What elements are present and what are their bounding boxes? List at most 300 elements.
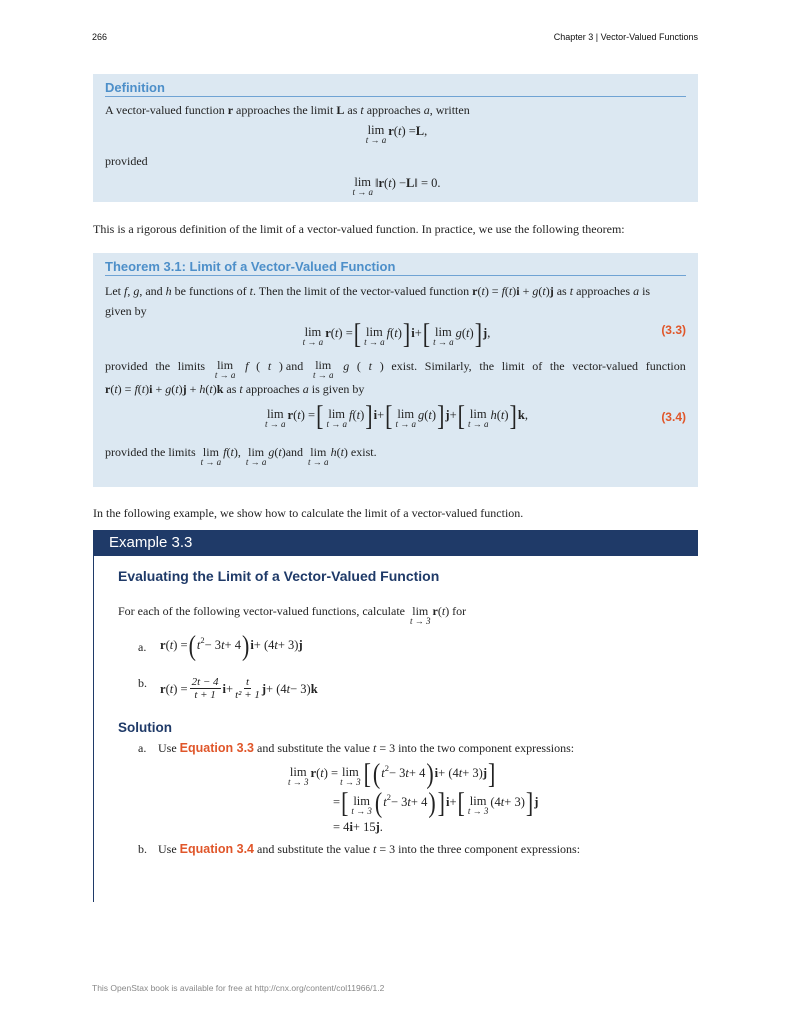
math-bracket: [ (422, 317, 431, 350)
math-text: + 4 (408, 766, 426, 780)
lim-operator: lim (342, 765, 359, 779)
math-text: as (553, 284, 570, 298)
math-vector: j (445, 408, 450, 422)
math-variable: g (133, 284, 140, 298)
math-text: ) = (173, 638, 188, 652)
lim-operator: lim (217, 358, 234, 372)
math-variable: t (196, 638, 201, 652)
math-vector: r (160, 682, 166, 696)
math-text: , and (139, 284, 166, 298)
math-variable: t (466, 326, 470, 340)
math-text: + (414, 326, 422, 340)
math-text: For each of the following vector-valued functions, calculate (118, 604, 408, 618)
math-variable: t (407, 795, 411, 809)
math-variable: g (532, 284, 539, 298)
math-text: + 3) (504, 795, 525, 809)
math-variable: f (348, 408, 353, 422)
equation-label: (3.3) (661, 323, 686, 337)
math-variable: f (134, 382, 138, 396)
math-variable: t (368, 359, 372, 373)
transition-paragraph: In the following example, we show how to calculate the limit of a vector-valued function. (93, 506, 524, 520)
math-variable: g (268, 445, 275, 459)
math-text: + (226, 682, 234, 696)
math-vector: k (310, 682, 318, 696)
math-bracket: ( (372, 757, 381, 790)
theorem-text (105, 445, 377, 467)
math-fraction (235, 676, 260, 701)
lim-subscript: t → 3 (288, 777, 309, 787)
math-text: ), (233, 445, 244, 459)
math-variable: t (141, 382, 146, 396)
math-vector: i (434, 766, 439, 780)
solution-a-text (158, 741, 574, 755)
item-marker: b. (138, 676, 147, 690)
math-text: ( (477, 284, 482, 298)
equation-3-4-link[interactable]: Equation 3.4 (179, 842, 254, 856)
lim-operator: lim (435, 325, 452, 339)
math-bracket: [ (363, 757, 371, 790)
lim-subscript: t → a (352, 187, 373, 197)
math-text: ) − (391, 176, 407, 190)
math-text: , (127, 284, 134, 298)
theorem-text (105, 284, 650, 298)
math-text: ( (356, 359, 361, 373)
math-variable: t (297, 408, 301, 422)
math-text: − 3 (388, 766, 406, 780)
example-label: Example 3.3 (109, 534, 193, 551)
math-text: is (639, 284, 651, 298)
math-variable: f (386, 326, 391, 340)
math-vector: r (160, 638, 166, 652)
math-variable: t (274, 638, 278, 652)
math-variable: t (175, 382, 179, 396)
math-text: vector-valued (572, 359, 639, 373)
math-text: ( (274, 445, 279, 459)
math-text: − 3 (390, 795, 408, 809)
math-text: ) (379, 359, 384, 373)
math-text: ( (504, 284, 509, 298)
divider (105, 96, 686, 97)
math-variable: t (360, 103, 364, 117)
math-limit (313, 359, 334, 380)
math-variable: g (165, 382, 172, 396)
math-text: ( (384, 176, 389, 190)
math-limit (433, 326, 454, 347)
math-variable: t (320, 766, 324, 780)
math-variable: t (209, 382, 213, 396)
math-bracket: ) (426, 757, 434, 790)
solution-text (254, 741, 574, 755)
math-vector: r (310, 766, 317, 780)
math-text: ) = (401, 124, 416, 138)
math-limit (351, 795, 372, 816)
lim-operator: lim (367, 123, 385, 137)
math-text: ( (461, 326, 467, 340)
math-vector: j (482, 766, 487, 780)
math-text: , (424, 124, 428, 138)
math-text: + 3) (277, 638, 299, 652)
math-text: + 15 (352, 820, 376, 834)
definition-box (93, 74, 698, 202)
math-text: + 4 (224, 638, 241, 652)
math-text: ) = (173, 682, 188, 696)
math-text: ) (504, 408, 509, 422)
math-text: ) = (484, 284, 502, 298)
item-a-equation (160, 629, 303, 662)
math-vector: L (415, 124, 425, 138)
math-vector: r (105, 382, 111, 396)
lim-subscript: t → 3 (467, 806, 489, 816)
math-variable: t (169, 638, 174, 652)
math-text: provided the limits (105, 445, 199, 459)
lim-operator: lim (315, 358, 332, 372)
solution-b-text (158, 842, 580, 856)
math-limit (308, 446, 329, 467)
math-bracket: ( (374, 786, 383, 819)
math-text: ) for (445, 604, 467, 618)
math-variable: t (169, 682, 174, 696)
math-vector: j (534, 795, 539, 809)
math-bracket: [ (353, 317, 362, 350)
math-variable: a (302, 382, 309, 396)
math-bracket: [ (341, 786, 349, 819)
math-bracket: ( (188, 629, 196, 662)
math-text: (4 (490, 795, 501, 809)
math-variable: t (334, 326, 339, 340)
math-text: ( (165, 682, 170, 696)
math-variable: t (381, 766, 385, 780)
math-variable: g (417, 408, 425, 422)
derivation-line (333, 820, 383, 835)
math-vector: i (516, 284, 520, 298)
math-text: as (344, 103, 361, 117)
math-limit (410, 605, 431, 626)
math-text: Similarly, (424, 359, 472, 373)
math-bracket: [ (316, 399, 324, 432)
math-variable: t (221, 638, 225, 652)
math-fraction (190, 676, 221, 701)
math-variable: f (501, 284, 505, 298)
math-text: ( (330, 326, 335, 340)
math-limit (364, 326, 385, 347)
math-vector: L (406, 176, 415, 190)
math-text: )and (281, 445, 307, 459)
lim-operator: lim (366, 325, 383, 339)
math-text: + (152, 382, 166, 396)
math-vector: j (182, 382, 187, 396)
math-variable: t (249, 284, 253, 298)
math-variable: t (458, 766, 463, 780)
lim-subscript: t → a (312, 370, 334, 380)
math-variable: t (239, 382, 243, 396)
derivation-line (286, 757, 496, 790)
math-text: ) = (338, 326, 353, 340)
math-text: + (4 (438, 766, 459, 780)
math-text: approaches (573, 284, 634, 298)
math-bracket: ] (525, 786, 534, 819)
math-variable: t (397, 124, 402, 138)
math-text: of (532, 359, 543, 373)
lim-operator: lim (412, 604, 429, 618)
definition-title: Definition (105, 80, 165, 95)
math-vector: L (336, 103, 345, 117)
math-bracket: ] (474, 317, 483, 350)
equation-label: (3.4) (661, 410, 686, 424)
equation-3-4 (93, 399, 698, 432)
item-marker: a. (138, 741, 147, 755)
math-text: approaches the limit (233, 103, 337, 117)
math-variable: t (230, 445, 234, 459)
math-text: ) (397, 326, 402, 340)
math-limit (340, 766, 361, 787)
math-limit (468, 408, 489, 429)
math-variable: t (481, 284, 485, 298)
math-text: ) (178, 382, 183, 396)
math-variable: f (245, 359, 249, 373)
lim-subscript: t → a (395, 419, 416, 429)
math-text: the (549, 359, 565, 373)
math-bracket: ] (402, 317, 411, 350)
math-text: ( (496, 408, 501, 422)
math-text: ) (431, 408, 437, 422)
math-text: ( (437, 604, 442, 618)
math-text: ( (316, 766, 321, 780)
lim-subscript: t → a (326, 419, 347, 429)
math-text: function (645, 359, 686, 373)
math-text: Let (105, 284, 124, 298)
chapter-header: Chapter 3 | Vector-Valued Functions (553, 32, 698, 42)
math-text: A vector-valued function (105, 103, 228, 117)
theorem-text: given by (105, 304, 147, 318)
math-text: ( (110, 382, 115, 396)
math-text: exist. (391, 359, 418, 373)
example-border (93, 556, 94, 902)
math-text: ( (165, 638, 170, 652)
lim-operator: lim (304, 325, 322, 339)
math-limit (303, 326, 324, 347)
math-text: + 3) (462, 766, 483, 780)
solution-text: Use (158, 741, 180, 755)
lim-operator: lim (248, 445, 265, 459)
math-text: + (377, 408, 385, 422)
lim-subscript: t → 3 (340, 777, 361, 787)
math-bracket: ) (428, 786, 436, 819)
item-b-equation (160, 676, 318, 707)
math-text: = 4 (333, 820, 350, 834)
math-variable: t (383, 795, 387, 809)
solution-heading: Solution (118, 720, 172, 735)
theorem-text (105, 382, 364, 396)
lim-subscript: t → a (265, 419, 286, 429)
math-vector: j (298, 638, 303, 652)
lim-subscript: t → a (433, 337, 454, 347)
math-variable: f (223, 445, 227, 459)
math-variable: h (490, 408, 497, 422)
math-vector: i (349, 820, 353, 834)
math-limit (366, 124, 387, 145)
lim-subscript: t → a (302, 337, 324, 347)
math-vector: j (261, 682, 267, 696)
lim-subscript: t → a (467, 419, 489, 429)
math-text: = 3 into the two component expressions: (376, 741, 575, 755)
math-vector: r (472, 284, 478, 298)
math-variable: f (124, 284, 128, 298)
page-number: 266 (92, 32, 108, 42)
math-variable: t (500, 408, 505, 422)
footer-text: This OpenStax book is available for free at http://cnx.org/content/col11966/1.2 (92, 983, 385, 993)
theorem-title: Theorem 3.1: Limit of a Vector-Valued Function (105, 259, 396, 274)
example-header (93, 530, 698, 556)
math-text: ) = (323, 766, 339, 780)
math-text: approaches (242, 382, 303, 396)
solution-text (254, 842, 580, 856)
lim-operator: lim (469, 794, 487, 808)
math-text: ) (469, 326, 474, 340)
math-limit (288, 766, 309, 787)
theorem-text (105, 359, 686, 380)
math-variable: g (343, 359, 350, 373)
lim-subscript: t → a (308, 457, 329, 467)
math-text: ( (336, 445, 341, 459)
math-text: and substitute the value (254, 741, 373, 755)
math-vector: i (445, 795, 450, 809)
equation-3-3 (93, 317, 698, 350)
math-text: ( (352, 408, 357, 422)
math-variable: t (372, 741, 377, 755)
math-limit (468, 795, 489, 816)
math-variable: t (267, 359, 272, 373)
math-text: + (186, 382, 200, 396)
lim-operator: lim (354, 175, 372, 189)
math-text: + (519, 284, 533, 298)
math-text: ( (226, 445, 231, 459)
math-variable: t (114, 382, 118, 396)
intro-paragraph: This is a rigorous definition of the limit of a vector-valued function. In practice, we use the following theorem: (93, 222, 625, 236)
math-vector: r (388, 124, 394, 138)
denominator: t² + 1 (235, 689, 260, 701)
math-bracket: [ (457, 786, 465, 819)
math-text: ( (205, 382, 210, 396)
math-vector: j (483, 326, 488, 340)
denominator: t + 1 (194, 689, 216, 701)
math-text: + (449, 795, 457, 809)
lim-operator: lim (266, 407, 284, 421)
math-exponent: 2 (200, 635, 205, 645)
math-text: is given by (308, 382, 365, 396)
lim-operator: lim (328, 407, 346, 421)
math-text: ( (293, 408, 298, 422)
numerator: 2t − 4 (191, 676, 219, 688)
math-text: + (449, 408, 457, 422)
math-variable: t (428, 408, 432, 422)
math-vector: j (375, 820, 380, 834)
math-text: ( (424, 408, 429, 422)
equation-3-3-link[interactable]: Equation 3.3 (179, 741, 254, 755)
solution-text: Use (158, 842, 180, 856)
item-marker: b. (138, 842, 147, 856)
math-bracket: ] (365, 399, 373, 432)
math-vector: r (287, 408, 294, 422)
math-bracket: ] (509, 399, 517, 432)
derivation-line (333, 786, 539, 819)
math-limit (326, 408, 347, 429)
math-text: the (479, 359, 495, 373)
math-text: ) = (300, 408, 316, 422)
math-vector: i (373, 408, 378, 422)
lim-operator: lim (310, 445, 327, 459)
math-variable: g (455, 326, 462, 340)
math-variable: t (372, 842, 377, 856)
math-variable: t (441, 604, 446, 618)
definition-norm-equation (93, 176, 698, 197)
math-vector: i (411, 326, 415, 340)
math-bracket: ) (241, 629, 250, 662)
definition-text (105, 103, 470, 117)
math-limit (265, 408, 286, 429)
math-text: be functions of (171, 284, 250, 298)
math-variable: t (500, 795, 505, 809)
math-text: ) exist. (343, 445, 377, 459)
math-text: ( (256, 359, 261, 373)
math-text: ) (360, 408, 365, 422)
math-text: as (223, 382, 240, 396)
math-limit (395, 408, 416, 429)
math-text: . (379, 820, 383, 834)
math-text: = (333, 795, 341, 809)
math-text: , (524, 408, 528, 422)
math-text: = 3 into the three component expressions: (376, 842, 581, 856)
item-marker: a. (138, 640, 147, 654)
math-limit (246, 446, 267, 467)
math-variable: t (388, 176, 392, 190)
math-text: ) = (117, 382, 135, 396)
lim-subscript: t → a (245, 457, 267, 467)
math-text: provided (105, 359, 148, 373)
math-bracket: ] (437, 399, 445, 432)
math-text: − 3 (204, 638, 222, 652)
math-vector: i (222, 682, 227, 696)
lim-operator: lim (397, 407, 415, 421)
math-text: ( (171, 382, 176, 396)
math-vector: k (517, 408, 525, 422)
math-text: ‖ = 0. (414, 176, 441, 190)
math-text: ( (137, 382, 142, 396)
math-variable: h (199, 382, 206, 396)
math-variable: t (542, 284, 546, 298)
math-vector: r (227, 103, 234, 117)
math-text: ( (393, 124, 398, 138)
lim-operator: lim (289, 765, 307, 779)
math-text: ( (390, 326, 395, 340)
math-variable: a (423, 103, 430, 117)
math-limit (201, 446, 222, 467)
math-exponent: 2 (384, 763, 389, 773)
math-variable: t (394, 326, 398, 340)
math-variable: t (286, 682, 291, 696)
math-text: + (4 (253, 638, 275, 652)
math-variable: h (165, 284, 172, 298)
math-bracket: [ (457, 399, 465, 432)
math-vector: r (325, 326, 331, 340)
math-text: ) (145, 382, 150, 396)
math-vector: j (549, 284, 554, 298)
math-vector: k (216, 382, 224, 396)
lim-subscript: t → a (214, 370, 236, 380)
math-text: + (4 (266, 682, 287, 696)
math-vector: r (432, 604, 438, 618)
math-text: ) (545, 284, 550, 298)
math-text: ) (212, 382, 217, 396)
